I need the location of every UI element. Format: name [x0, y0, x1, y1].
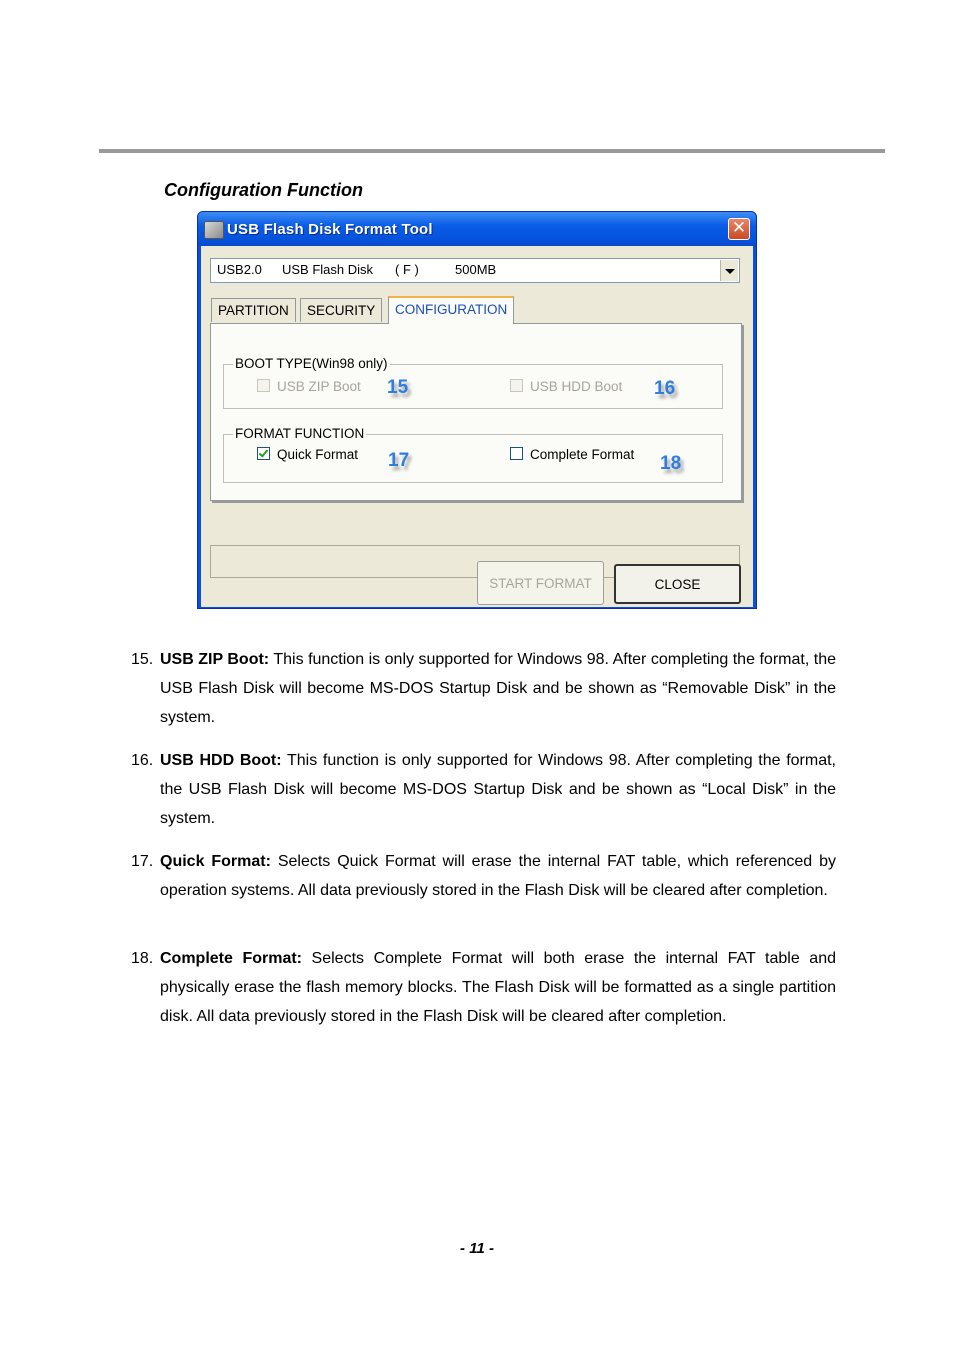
item-term: USB ZIP Boot: — [160, 651, 270, 668]
start-format-button[interactable]: START FORMAT — [477, 561, 604, 605]
callout-15: 15 — [387, 377, 409, 398]
chevron-down-icon[interactable] — [720, 260, 738, 281]
usb-hdd-boot-checkbox[interactable] — [510, 379, 622, 394]
tab-partition[interactable]: PARTITION — [211, 298, 296, 322]
item-text: Selects Complete Format will both erase the internal FAT table and physically erase the flash memory blocks. The Flash Disk will be formatted as a single partition disk. All data previously stored in the Flash Disk will be cleared after completion. — [160, 950, 836, 1025]
callout-18: 18 — [660, 453, 682, 474]
configuration-panel — [210, 323, 742, 501]
close-button[interactable]: CLOSE — [614, 564, 741, 604]
list-item — [131, 645, 836, 732]
item-number: 15. — [131, 651, 154, 668]
quick-format-checkbox[interactable] — [257, 447, 358, 462]
item-term: Complete Format: — [160, 950, 302, 967]
format-function-group — [223, 426, 723, 483]
device-name: USB Flash Disk — [282, 262, 374, 277]
item-number: 16. — [131, 752, 154, 769]
list-item — [131, 746, 836, 833]
item-text: This function is only supported for Windows 98. After completing the format, the USB Flash Disk will become MS-DOS Startup Disk and be shown as “Removable Disk” in the system. — [160, 651, 837, 726]
dialog-client-area — [201, 246, 753, 607]
item-number: 18. — [131, 950, 154, 967]
list-item — [131, 847, 836, 905]
section-title: Configuration Function — [164, 180, 363, 200]
boot-type-label: BOOT TYPE(Win98 only) — [235, 356, 388, 371]
item-number: 17. — [131, 853, 154, 870]
item-text: Selects Quick Format will erase the internal FAT table, which referenced by operation systems. All data previously stored in the Flash Disk will be cleared after completion. — [160, 853, 836, 899]
device-bus: USB2.0 — [217, 262, 262, 277]
checkbox-icon — [510, 447, 523, 460]
usb-zip-boot-checkbox[interactable] — [257, 379, 361, 394]
format-tool-window — [197, 211, 757, 609]
device-size: 500MB — [455, 262, 497, 277]
window-close-button[interactable]: ✕ — [728, 218, 750, 240]
checkbox-icon — [257, 379, 270, 392]
device-select[interactable] — [210, 258, 740, 283]
item-term: USB HDD Boot: — [160, 752, 282, 769]
usb-hdd-boot-label: USB HDD Boot — [530, 379, 623, 394]
tab-configuration[interactable]: CONFIGURATION — [388, 296, 514, 324]
callout-17: 17 — [388, 450, 410, 471]
quick-format-label: Quick Format — [277, 447, 359, 462]
boot-type-group — [223, 356, 723, 409]
format-function-label: FORMAT FUNCTION — [235, 426, 365, 441]
usb-zip-boot-label: USB ZIP Boot — [277, 379, 361, 394]
checkmark-icon — [257, 447, 270, 460]
list-item — [131, 944, 836, 1031]
item-term: Quick Format: — [160, 853, 271, 870]
window-title: USB Flash Disk Format Tool — [227, 221, 433, 238]
complete-format-checkbox[interactable] — [510, 447, 634, 462]
app-icon — [204, 221, 224, 239]
device-drive: ( F ) — [395, 262, 419, 277]
checkbox-icon — [510, 379, 523, 392]
tab-security[interactable]: SECURITY — [300, 298, 382, 322]
page-number: - 11 - — [460, 1240, 494, 1257]
title-bar[interactable] — [198, 212, 756, 246]
top-rule — [99, 149, 885, 153]
complete-format-label: Complete Format — [530, 447, 635, 462]
item-text: This function is only supported for Windows 98. After completing the format, the USB Flash Disk will become MS-DOS Startup Disk and be shown as “Local Disk” in the system. — [160, 752, 836, 827]
callout-16: 16 — [654, 378, 676, 399]
